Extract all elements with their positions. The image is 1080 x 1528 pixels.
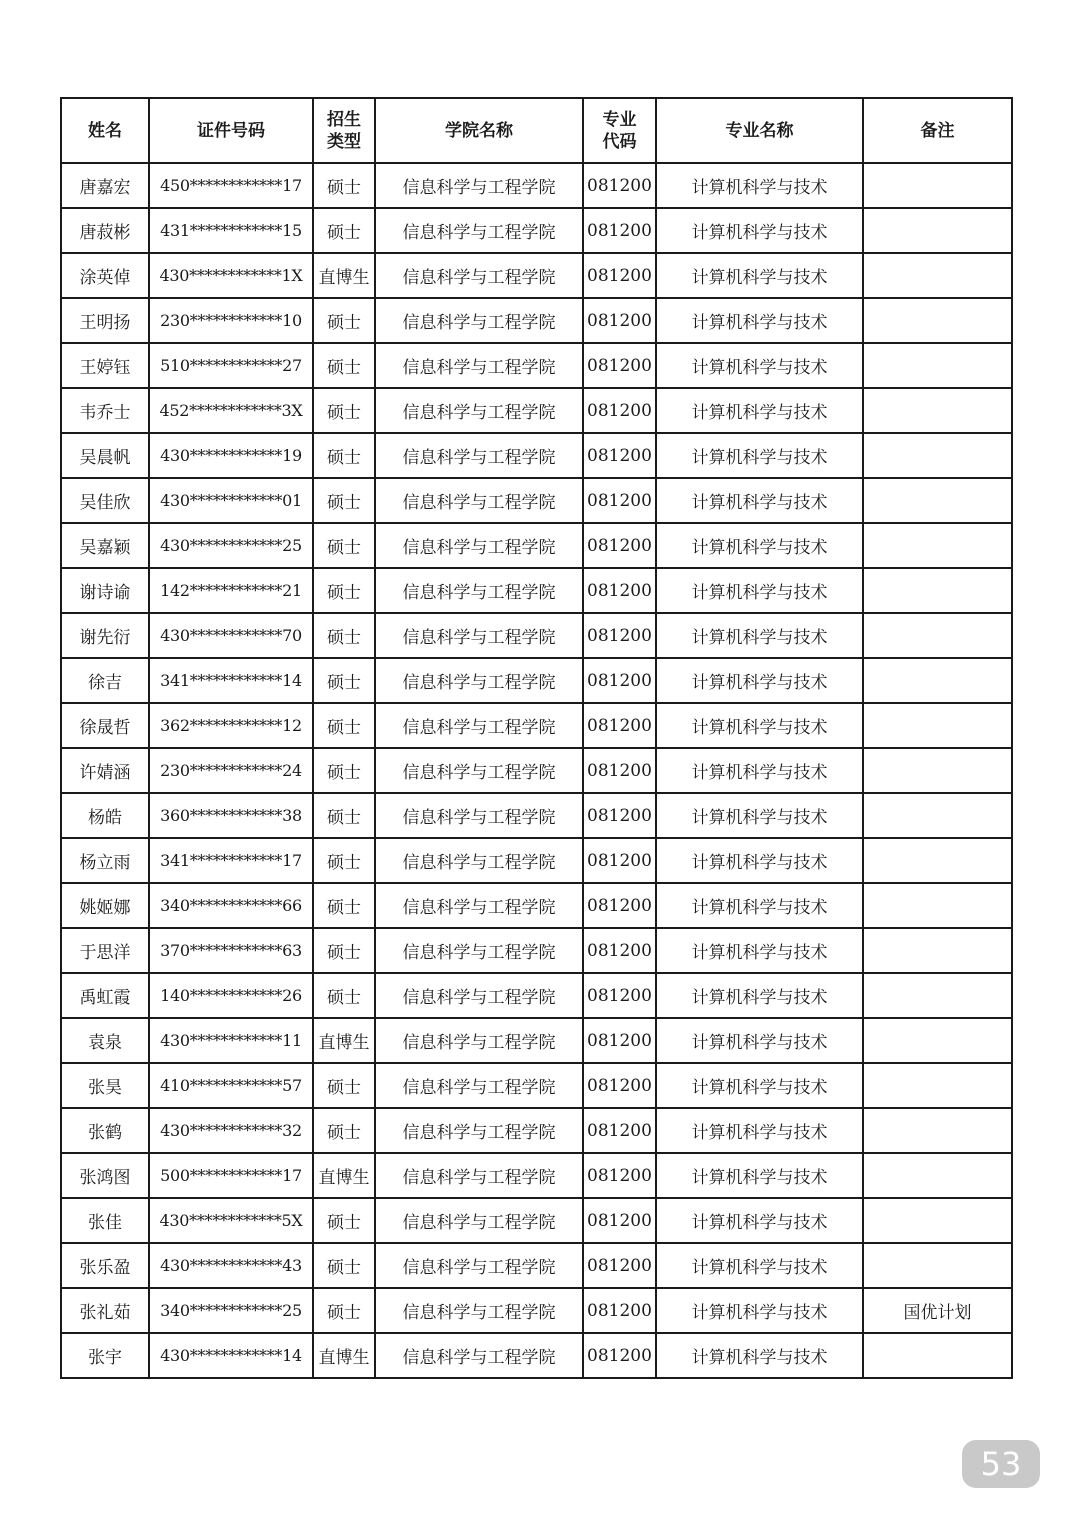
cell-major: 计算机科学与技术 [656, 793, 863, 838]
cell-id: 230************24 [149, 748, 313, 793]
cell-id: 362************12 [149, 703, 313, 748]
cell-id: 430************1X [149, 253, 313, 298]
cell-name: 徐吉 [61, 658, 149, 703]
cell-id: 430************01 [149, 478, 313, 523]
cell-name: 唐嘉宏 [61, 163, 149, 208]
cell-note [863, 928, 1012, 973]
cell-id: 430************32 [149, 1108, 313, 1153]
cell-code: 081200 [583, 658, 656, 703]
cell-college: 信息科学与工程学院 [375, 298, 583, 343]
cell-type: 硕士 [313, 1243, 375, 1288]
cell-note [863, 1108, 1012, 1153]
cell-note [863, 1018, 1012, 1063]
cell-name: 吴佳欣 [61, 478, 149, 523]
table-row [61, 793, 1012, 838]
cell-type: 直博生 [313, 1018, 375, 1063]
cell-type: 硕士 [313, 388, 375, 433]
header-name: 姓名 [61, 98, 149, 163]
cell-id: 142************21 [149, 568, 313, 613]
cell-note [863, 793, 1012, 838]
admission-list-table [60, 97, 1013, 1379]
cell-id: 430************11 [149, 1018, 313, 1063]
cell-major: 计算机科学与技术 [656, 613, 863, 658]
cell-college: 信息科学与工程学院 [375, 1153, 583, 1198]
cell-code: 081200 [583, 973, 656, 1018]
cell-code: 081200 [583, 703, 656, 748]
header-note: 备注 [863, 98, 1012, 163]
cell-major: 计算机科学与技术 [656, 1198, 863, 1243]
cell-name: 谢诗谕 [61, 568, 149, 613]
cell-major: 计算机科学与技术 [656, 883, 863, 928]
cell-note [863, 883, 1012, 928]
cell-name: 唐菽彬 [61, 208, 149, 253]
cell-major: 计算机科学与技术 [656, 1018, 863, 1063]
cell-college: 信息科学与工程学院 [375, 1243, 583, 1288]
cell-major: 计算机科学与技术 [656, 388, 863, 433]
cell-type: 硕士 [313, 838, 375, 883]
cell-major: 计算机科学与技术 [656, 973, 863, 1018]
cell-code: 081200 [583, 883, 656, 928]
cell-college: 信息科学与工程学院 [375, 973, 583, 1018]
cell-id: 230************10 [149, 298, 313, 343]
cell-id: 341************14 [149, 658, 313, 703]
cell-name: 王明扬 [61, 298, 149, 343]
cell-college: 信息科学与工程学院 [375, 748, 583, 793]
cell-type: 硕士 [313, 1063, 375, 1108]
cell-code: 081200 [583, 1333, 656, 1378]
cell-name: 张佳 [61, 1198, 149, 1243]
cell-type: 硕士 [313, 703, 375, 748]
cell-note [863, 1243, 1012, 1288]
cell-college: 信息科学与工程学院 [375, 1198, 583, 1243]
cell-type: 直博生 [313, 1153, 375, 1198]
cell-note [863, 613, 1012, 658]
table-row [61, 253, 1012, 298]
cell-college: 信息科学与工程学院 [375, 1063, 583, 1108]
cell-note [863, 388, 1012, 433]
table-row [61, 1243, 1012, 1288]
cell-note [863, 838, 1012, 883]
cell-id: 430************19 [149, 433, 313, 478]
cell-name: 禹虹霞 [61, 973, 149, 1018]
cell-type: 硕士 [313, 478, 375, 523]
cell-name: 杨皓 [61, 793, 149, 838]
cell-college: 信息科学与工程学院 [375, 658, 583, 703]
cell-major: 计算机科学与技术 [656, 1108, 863, 1153]
cell-name: 张鸿图 [61, 1153, 149, 1198]
cell-name: 张宇 [61, 1333, 149, 1378]
cell-college: 信息科学与工程学院 [375, 838, 583, 883]
header-row [61, 98, 1012, 163]
table-row [61, 613, 1012, 658]
cell-major: 计算机科学与技术 [656, 658, 863, 703]
cell-code: 081200 [583, 1018, 656, 1063]
cell-note [863, 208, 1012, 253]
cell-college: 信息科学与工程学院 [375, 928, 583, 973]
cell-type: 硕士 [313, 928, 375, 973]
cell-id: 452************3X [149, 388, 313, 433]
cell-name: 张乐盈 [61, 1243, 149, 1288]
cell-id: 430************43 [149, 1243, 313, 1288]
cell-major: 计算机科学与技术 [656, 478, 863, 523]
cell-note [863, 1153, 1012, 1198]
cell-type: 硕士 [313, 1108, 375, 1153]
cell-code: 081200 [583, 163, 656, 208]
cell-major: 计算机科学与技术 [656, 253, 863, 298]
table-row [61, 298, 1012, 343]
cell-college: 信息科学与工程学院 [375, 1288, 583, 1333]
header-major: 专业名称 [656, 98, 863, 163]
cell-name: 吴晨帆 [61, 433, 149, 478]
table-row [61, 523, 1012, 568]
table-row [61, 838, 1012, 883]
cell-code: 081200 [583, 1153, 656, 1198]
cell-code: 081200 [583, 253, 656, 298]
cell-note [863, 298, 1012, 343]
cell-type: 硕士 [313, 523, 375, 568]
cell-id: 340************25 [149, 1288, 313, 1333]
cell-type: 硕士 [313, 1288, 375, 1333]
cell-code: 081200 [583, 343, 656, 388]
cell-note [863, 1063, 1012, 1108]
cell-major: 计算机科学与技术 [656, 1288, 863, 1333]
table-row [61, 658, 1012, 703]
cell-id: 140************26 [149, 973, 313, 1018]
cell-major: 计算机科学与技术 [656, 163, 863, 208]
table-row [61, 748, 1012, 793]
cell-note [863, 748, 1012, 793]
cell-college: 信息科学与工程学院 [375, 568, 583, 613]
table-row [61, 568, 1012, 613]
cell-type: 硕士 [313, 658, 375, 703]
cell-type: 硕士 [313, 163, 375, 208]
cell-code: 081200 [583, 388, 656, 433]
cell-note: 国优计划 [863, 1288, 1012, 1333]
header-type-line1: 招生 [327, 109, 361, 130]
table-row [61, 928, 1012, 973]
cell-code: 081200 [583, 1108, 656, 1153]
cell-type: 硕士 [313, 793, 375, 838]
cell-major: 计算机科学与技术 [656, 568, 863, 613]
cell-major: 计算机科学与技术 [656, 703, 863, 748]
cell-code: 081200 [583, 1198, 656, 1243]
cell-college: 信息科学与工程学院 [375, 388, 583, 433]
cell-code: 081200 [583, 208, 656, 253]
cell-note [863, 703, 1012, 748]
table-row [61, 208, 1012, 253]
cell-name: 袁泉 [61, 1018, 149, 1063]
cell-college: 信息科学与工程学院 [375, 1018, 583, 1063]
table-row [61, 1063, 1012, 1108]
cell-note [863, 523, 1012, 568]
cell-note [863, 658, 1012, 703]
table-row [61, 1333, 1012, 1378]
cell-code: 081200 [583, 298, 656, 343]
cell-major: 计算机科学与技术 [656, 928, 863, 973]
cell-id: 341************17 [149, 838, 313, 883]
cell-code: 081200 [583, 433, 656, 478]
cell-id: 500************17 [149, 1153, 313, 1198]
table-body [61, 163, 1012, 1378]
cell-code: 081200 [583, 838, 656, 883]
table-row [61, 343, 1012, 388]
cell-note [863, 253, 1012, 298]
cell-college: 信息科学与工程学院 [375, 1108, 583, 1153]
cell-name: 姚姬娜 [61, 883, 149, 928]
table-row [61, 703, 1012, 748]
cell-name: 于思洋 [61, 928, 149, 973]
cell-college: 信息科学与工程学院 [375, 208, 583, 253]
cell-code: 081200 [583, 748, 656, 793]
cell-college: 信息科学与工程学院 [375, 1333, 583, 1378]
cell-note [863, 973, 1012, 1018]
cell-major: 计算机科学与技术 [656, 433, 863, 478]
cell-major: 计算机科学与技术 [656, 343, 863, 388]
cell-note [863, 478, 1012, 523]
cell-note [863, 433, 1012, 478]
table-row [61, 163, 1012, 208]
cell-college: 信息科学与工程学院 [375, 343, 583, 388]
cell-id: 431************15 [149, 208, 313, 253]
table-row [61, 478, 1012, 523]
cell-major: 计算机科学与技术 [656, 838, 863, 883]
header-type-line2: 类型 [327, 131, 361, 152]
cell-major: 计算机科学与技术 [656, 208, 863, 253]
cell-name: 徐晟哲 [61, 703, 149, 748]
cell-major: 计算机科学与技术 [656, 1333, 863, 1378]
cell-college: 信息科学与工程学院 [375, 703, 583, 748]
cell-id: 370************63 [149, 928, 313, 973]
cell-code: 081200 [583, 1288, 656, 1333]
cell-major: 计算机科学与技术 [656, 523, 863, 568]
cell-id: 430************14 [149, 1333, 313, 1378]
cell-id: 450************17 [149, 163, 313, 208]
cell-college: 信息科学与工程学院 [375, 478, 583, 523]
cell-name: 张鹤 [61, 1108, 149, 1153]
header-type [313, 98, 375, 163]
header-code-line2: 代码 [602, 131, 637, 152]
header-id: 证件号码 [149, 98, 313, 163]
table-row [61, 433, 1012, 478]
header-code-line1: 专业 [602, 109, 637, 130]
cell-major: 计算机科学与技术 [656, 1153, 863, 1198]
header-college: 学院名称 [375, 98, 583, 163]
cell-id: 430************5X [149, 1198, 313, 1243]
table-row [61, 1108, 1012, 1153]
page-number-badge: 53 [962, 1440, 1040, 1488]
cell-major: 计算机科学与技术 [656, 1063, 863, 1108]
cell-id: 340************66 [149, 883, 313, 928]
cell-name: 谢先衍 [61, 613, 149, 658]
cell-name: 吴嘉颖 [61, 523, 149, 568]
cell-type: 硕士 [313, 568, 375, 613]
cell-type: 硕士 [313, 343, 375, 388]
cell-note [863, 1198, 1012, 1243]
cell-code: 081200 [583, 793, 656, 838]
cell-type: 直博生 [313, 253, 375, 298]
cell-type: 硕士 [313, 1198, 375, 1243]
cell-code: 081200 [583, 1243, 656, 1288]
cell-name: 张昊 [61, 1063, 149, 1108]
table-row [61, 1198, 1012, 1243]
cell-code: 081200 [583, 478, 656, 523]
cell-code: 081200 [583, 928, 656, 973]
cell-type: 硕士 [313, 613, 375, 658]
cell-id: 510************27 [149, 343, 313, 388]
cell-college: 信息科学与工程学院 [375, 613, 583, 658]
cell-id: 360************38 [149, 793, 313, 838]
cell-note [863, 1333, 1012, 1378]
cell-name: 杨立雨 [61, 838, 149, 883]
cell-name: 许婧涵 [61, 748, 149, 793]
cell-college: 信息科学与工程学院 [375, 253, 583, 298]
header-code [583, 98, 656, 163]
cell-college: 信息科学与工程学院 [375, 523, 583, 568]
cell-id: 430************25 [149, 523, 313, 568]
cell-code: 081200 [583, 613, 656, 658]
cell-note [863, 163, 1012, 208]
cell-note [863, 568, 1012, 613]
table-row [61, 883, 1012, 928]
cell-type: 硕士 [313, 433, 375, 478]
cell-college: 信息科学与工程学院 [375, 883, 583, 928]
cell-type: 硕士 [313, 298, 375, 343]
cell-id: 410************57 [149, 1063, 313, 1108]
table-row [61, 1288, 1012, 1333]
cell-id: 430************70 [149, 613, 313, 658]
cell-note [863, 343, 1012, 388]
table-row [61, 388, 1012, 433]
cell-college: 信息科学与工程学院 [375, 163, 583, 208]
cell-major: 计算机科学与技术 [656, 298, 863, 343]
table-row [61, 973, 1012, 1018]
table-row [61, 1018, 1012, 1063]
cell-type: 直博生 [313, 1333, 375, 1378]
cell-name: 张礼茹 [61, 1288, 149, 1333]
cell-name: 韦乔士 [61, 388, 149, 433]
cell-type: 硕士 [313, 883, 375, 928]
cell-college: 信息科学与工程学院 [375, 793, 583, 838]
cell-type: 硕士 [313, 208, 375, 253]
cell-type: 硕士 [313, 748, 375, 793]
cell-name: 王婷钰 [61, 343, 149, 388]
cell-major: 计算机科学与技术 [656, 1243, 863, 1288]
cell-major: 计算机科学与技术 [656, 748, 863, 793]
cell-type: 硕士 [313, 973, 375, 1018]
cell-name: 涂英倬 [61, 253, 149, 298]
cell-code: 081200 [583, 568, 656, 613]
table-row [61, 1153, 1012, 1198]
cell-code: 081200 [583, 1063, 656, 1108]
cell-code: 081200 [583, 523, 656, 568]
cell-college: 信息科学与工程学院 [375, 433, 583, 478]
